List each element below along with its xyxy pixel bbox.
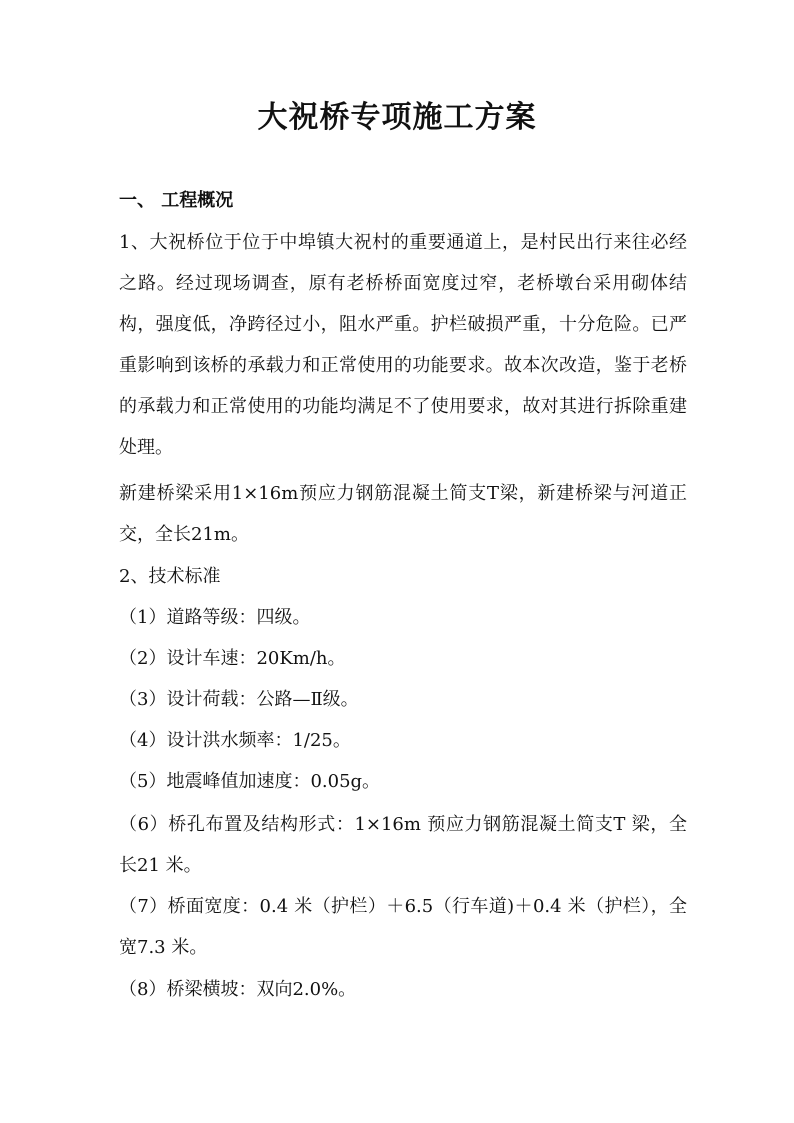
- standard-item-5: （5）地震峰值加速度：0.05g。: [119, 771, 381, 792]
- standard-item-2: （2）设计车速：20Km/h。: [119, 648, 346, 669]
- standard-item-4: （4）设计洪水频率：1/25。: [119, 730, 351, 751]
- standard-item-7: （7）桥面宽度：0.4 米（护栏）＋6.5（行车道)＋0.4 米（护栏），全宽7.3 米。: [119, 896, 687, 958]
- subheading-technical-standards: 2、技术标准: [119, 566, 221, 587]
- paragraph-new-bridge: 新建桥梁采用1×16m预应力钢筋混凝土简支T梁，新建桥梁与河道正交，全长21m。: [119, 483, 687, 545]
- paragraph-project-overview: 1、大祝桥位于位于中埠镇大祝村的重要通道上，是村民出行来往必经之路。经过现场调查，原有老桥桥面宽度过窄，老桥墩台采用砌体结构，强度低，净跨径过小，阻水严重。护栏破损严重，十分危险。已严重影响到该桥的承载力和正常使用的功能要求。故本次改造，鉴于老桥的承载力和正常使用的功能均满足不了使用要求，故对其进行拆除重建处理。: [119, 232, 687, 458]
- document-title: 大祝桥专项施工方案: [257, 100, 537, 135]
- standard-item-8: （8）桥梁横坡：双向2.0%。: [119, 979, 357, 1000]
- standard-item-1: （1）道路等级：四级。: [119, 607, 311, 628]
- standard-item-3: （3）设计荷载：公路—Ⅱ级。: [119, 689, 359, 710]
- section-heading-overview: 一、 工程概况: [119, 190, 234, 211]
- standard-item-6: （6）桥孔布置及结构形式：1×16m 预应力钢筋混凝土简支T 梁，全长21 米。: [119, 814, 687, 876]
